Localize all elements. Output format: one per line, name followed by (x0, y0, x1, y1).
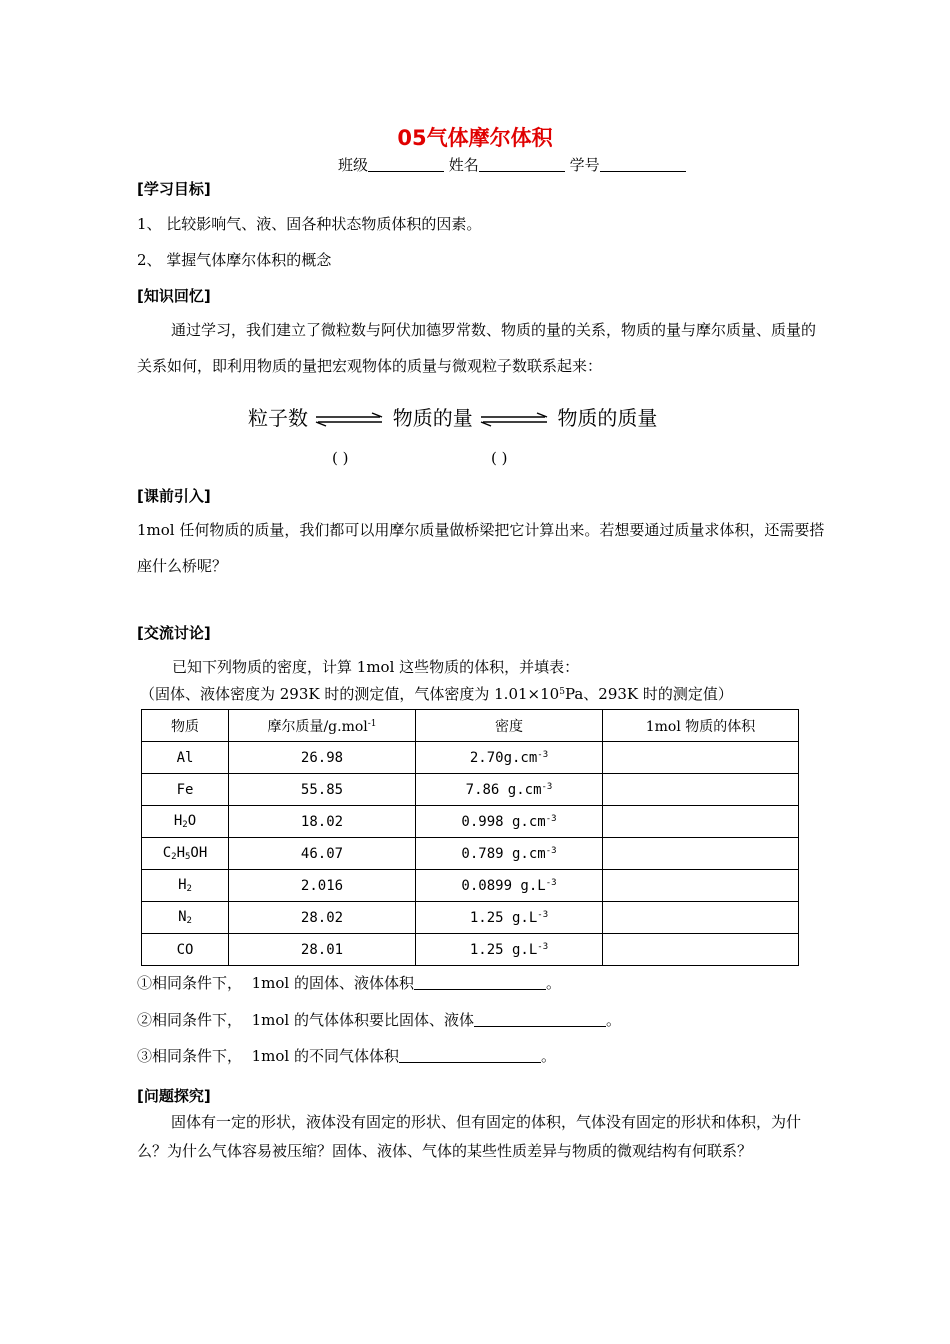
header-substance: 物质 (142, 710, 229, 742)
scheme-node-amount: 物质的量 (392, 406, 473, 430)
volume-cell[interactable] (603, 838, 799, 870)
density-exponent: -3 (537, 749, 549, 760)
discussion-line-1: 已知下列物质的密度，计算 1mol 这些物质的体积，并填表： (172, 658, 580, 676)
double-arrow-icon (479, 411, 551, 429)
scheme-blank-2[interactable]: ( ) (491, 449, 508, 467)
formula-part: H (178, 877, 187, 893)
conclusion-text: 1mol 的固体、液体体积 (251, 974, 414, 992)
formula-part: C (162, 845, 172, 861)
molar-mass-label: 摩尔质量/g.mol (267, 718, 368, 735)
formula-part: H (176, 845, 185, 861)
density-cell (416, 870, 603, 902)
molar-mass-cell: 18.02 (229, 806, 416, 838)
table-row (142, 934, 799, 966)
conclusion-text: 1mol 的气体体积要比固体、液体 (251, 1011, 474, 1029)
formula-part: N (178, 909, 187, 925)
density-value: 1.25 g.L (469, 909, 538, 926)
volume-cell[interactable] (603, 742, 799, 774)
explore-paragraph: 固体有一定的形状，液体没有固定的形状、但有固定的体积，气体没有固定的形状和体积，为什么？为什么气体容易被压缩？固体、液体、气体的某些性质差异与物质的微观结构有何联系？ (137, 1113, 802, 1160)
density-cell (416, 742, 603, 774)
objectives-heading: [学习目标] (137, 180, 211, 198)
density-value: 0.789 g.cm (461, 845, 546, 862)
id-label: 学号 (569, 156, 600, 174)
recall-heading: [知识回忆] (137, 287, 211, 305)
table-header-row (142, 710, 799, 742)
volume-cell[interactable] (603, 870, 799, 902)
formula-subscript: 2 (171, 852, 177, 862)
conditions-text-a: （固体、液体密度为 293K 时的测定值，气体密度为 1.01×10 (140, 685, 560, 703)
conclusion-end: 。 (545, 974, 561, 992)
intro-heading: [课前引入] (137, 487, 211, 505)
id-blank[interactable] (600, 156, 686, 172)
molar-mass-cell: 55.85 (229, 774, 416, 806)
density-cell (416, 774, 603, 806)
density-value: 1.25 g.L (469, 941, 538, 958)
volume-cell[interactable] (603, 774, 799, 806)
scheme-node-particles: 粒子数 (248, 406, 308, 430)
explore-heading: [问题探究] (137, 1087, 211, 1105)
density-cell (416, 902, 603, 934)
density-exponent: -3 (541, 781, 553, 792)
name-blank[interactable] (479, 156, 565, 172)
density-exponent: -3 (545, 813, 557, 824)
volume-cell[interactable] (603, 934, 799, 966)
recall-paragraph: 通过学习，我们建立了微粒数与阿伏加德罗常数、物质的量的关系，物质的量与摩尔质量、质量的关系如何，即利用物质的量把宏观物体的质量与微观粒子数联系起来： (137, 321, 817, 375)
objective-item-2: 2、 掌握气体摩尔体积的概念 (137, 251, 332, 269)
substance-cell (142, 902, 229, 934)
molar-mass-cell: 26.98 (229, 742, 416, 774)
substance-cell (142, 838, 229, 870)
conclusion-text: 1mol 的不同气体体积 (251, 1047, 399, 1065)
substance-cell: CO (142, 934, 229, 966)
header-molar-mass (229, 710, 416, 742)
volume-cell[interactable] (603, 806, 799, 838)
answer-blank[interactable] (414, 974, 546, 990)
conclusion-end: 。 (540, 1047, 556, 1065)
density-table (141, 709, 799, 966)
intro-paragraph: 1mol 任何物质的质量，我们都可以用摩尔质量做桥梁把它计算出来。若想要通过质量求体积，还需要搭座什么桥呢？ (137, 521, 825, 575)
formula-subscript: 2 (182, 820, 188, 830)
density-exponent: -3 (545, 877, 557, 888)
density-value: 7.86 g.cm (465, 781, 542, 798)
substance-cell (142, 870, 229, 902)
answer-blank[interactable] (474, 1011, 606, 1027)
density-cell (416, 838, 603, 870)
table-row (142, 902, 799, 934)
molar-mass-cell: 28.01 (229, 934, 416, 966)
density-value: 2.70g.cm (469, 749, 538, 766)
formula-subscript: 2 (186, 916, 192, 926)
molar-mass-exponent: -1 (367, 718, 377, 729)
name-label: 姓名 (448, 156, 479, 174)
molar-mass-cell: 46.07 (229, 838, 416, 870)
header-volume: 1mol 物质的体积 (603, 710, 799, 742)
answer-blank[interactable] (399, 1047, 541, 1063)
table-row (142, 838, 799, 870)
molar-mass-cell: 2.016 (229, 870, 416, 902)
density-cell (416, 806, 603, 838)
conversion-scheme (248, 402, 657, 431)
conditions-exponent: 5 (559, 687, 565, 697)
conditions-text-b: Pa、293K 时的测定值） (564, 685, 733, 703)
substance-cell: Al (142, 742, 229, 774)
conclusion-end: 。 (605, 1011, 621, 1029)
conclusion-2 (137, 1009, 621, 1030)
density-exponent: -3 (537, 941, 549, 952)
formula-part: O (187, 813, 197, 829)
volume-cell[interactable] (603, 902, 799, 934)
table-row (142, 742, 799, 774)
circled-number-3: ③ (137, 1047, 153, 1065)
table-row (142, 870, 799, 902)
scheme-node-mass: 物质的质量 (557, 406, 658, 430)
class-blank[interactable] (368, 156, 444, 172)
scheme-blank-1[interactable]: ( ) (332, 449, 349, 467)
conclusion-lead: 相同条件下， (152, 1047, 243, 1065)
density-value: 0.0899 g.L (461, 877, 546, 894)
density-exponent: -3 (537, 909, 549, 920)
page-title: 05气体摩尔体积 (397, 126, 553, 150)
header-density: 密度 (416, 710, 603, 742)
formula-subscript: 2 (186, 884, 192, 894)
conclusion-lead: 相同条件下， (152, 974, 243, 992)
substance-cell (142, 806, 229, 838)
formula-part: H (173, 813, 183, 829)
density-cell (416, 934, 603, 966)
discussion-heading: [交流讨论] (137, 624, 211, 642)
formula-subscript: 5 (185, 852, 191, 862)
substance-cell: Fe (142, 774, 229, 806)
molar-mass-cell: 28.02 (229, 902, 416, 934)
circled-number-1: ① (137, 974, 153, 992)
table-row (142, 774, 799, 806)
conclusion-1 (137, 972, 561, 993)
formula-part: OH (190, 845, 208, 861)
student-info-line (338, 154, 686, 175)
density-exponent: -3 (545, 845, 557, 856)
double-arrow-icon (314, 411, 386, 429)
table-row (142, 806, 799, 838)
conclusion-3 (137, 1045, 556, 1066)
conclusion-lead: 相同条件下， (152, 1011, 243, 1029)
objective-item-1: 1、 比较影响气、液、固各种状态物质体积的因素。 (137, 215, 482, 233)
density-value: 0.998 g.cm (461, 813, 546, 830)
discussion-line-2 (140, 683, 733, 704)
class-label: 班级 (338, 156, 369, 174)
circled-number-2: ② (137, 1011, 153, 1029)
